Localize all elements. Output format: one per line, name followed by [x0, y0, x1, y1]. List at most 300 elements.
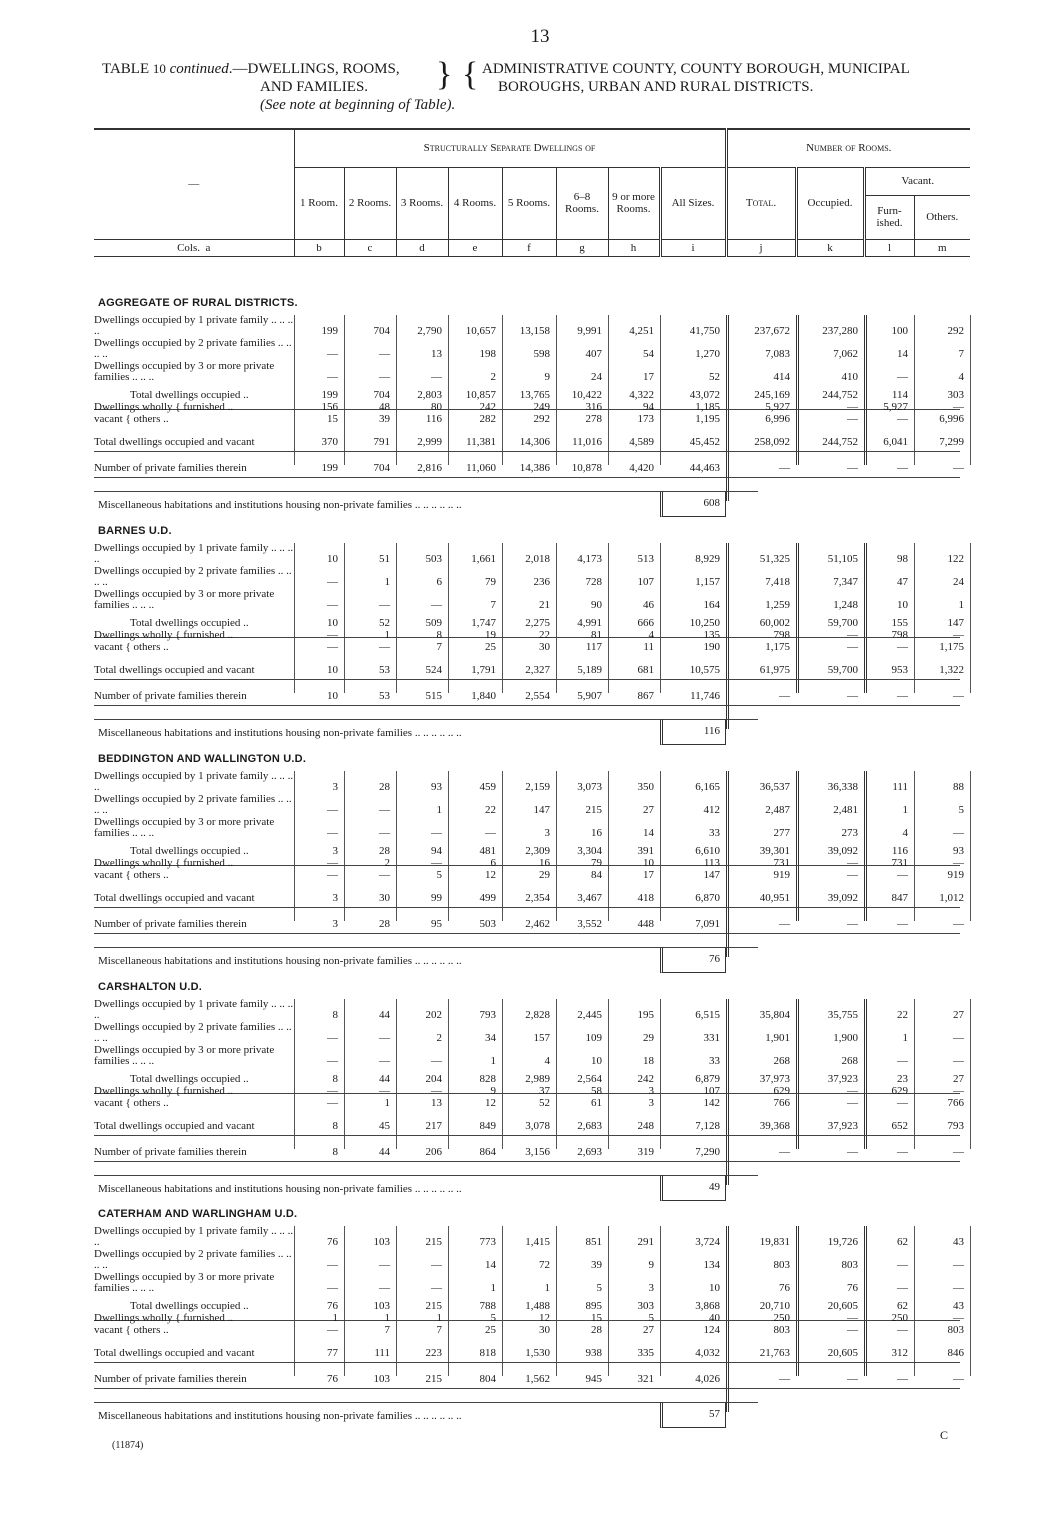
table-cell: 4	[648, 629, 654, 641]
table-cell: 124	[703, 1324, 720, 1336]
table-cell: 2,327	[525, 664, 550, 676]
table-cell: 6,610	[695, 845, 720, 857]
table-cell: 10	[591, 1055, 602, 1067]
table-cell: 6,041	[883, 436, 908, 448]
table-cell: 945	[585, 1373, 602, 1385]
table-cell: —	[847, 1146, 858, 1158]
table-cell: 629	[773, 1085, 790, 1097]
table-cell: —	[847, 629, 858, 641]
table-cell: —	[327, 1259, 338, 1271]
row-label: Total dwellings occupied and vacant	[94, 435, 255, 448]
table-cell: 847	[891, 892, 908, 904]
table-cell: 23	[897, 1073, 908, 1085]
table-cell: 22	[897, 1009, 908, 1021]
table-cell: 350	[637, 781, 654, 793]
row-rule	[94, 1161, 960, 1162]
table-row	[94, 1117, 970, 1135]
table-cell: 919	[773, 869, 790, 881]
table-cell: —	[897, 1324, 908, 1336]
row-label: Dwellings wholly { furnished ..	[94, 856, 234, 869]
table-cell: —	[897, 371, 908, 383]
table-cell: 12	[485, 869, 496, 881]
table-cell: 321	[637, 1373, 654, 1385]
table-cell: 2,999	[417, 436, 442, 448]
title-line2: AND FAMILIES.	[260, 79, 369, 95]
table-cell: 24	[953, 576, 964, 588]
table-cell: 2,803	[417, 389, 442, 401]
row-rule	[94, 1402, 758, 1403]
misc-label: Miscellaneous habitations and institutions housing non-private families .. .. .. .. .. ..	[98, 1183, 462, 1195]
table-cell: 4,322	[629, 389, 654, 401]
table-cell: 28	[379, 918, 390, 930]
table-cell: 206	[425, 1146, 442, 1158]
table-cell: 8	[436, 629, 442, 641]
table-cell: 1,175	[765, 641, 790, 653]
table-cell: 114	[891, 389, 908, 401]
table-row	[94, 413, 970, 425]
col-6-8-rooms: 6–8 Rooms.	[556, 167, 608, 239]
table-cell: 788	[479, 1300, 496, 1312]
section-title: CATERHAM AND WARLINGHAM U.D.	[98, 1208, 298, 1220]
misc-value: 116	[703, 725, 720, 737]
table-cell: 156	[321, 401, 338, 413]
table-cell: 370	[321, 436, 338, 448]
table-cell: 335	[637, 1347, 654, 1359]
table-cell: —	[327, 371, 338, 383]
table-cell: 1,488	[525, 1300, 550, 1312]
row-rule	[94, 1135, 960, 1136]
table-cell: 46	[643, 599, 654, 611]
row-label: vacant { others ..	[94, 640, 169, 653]
table-cell: 391	[637, 845, 654, 857]
table-cell: 3,724	[695, 1236, 720, 1248]
table-cell: 3,304	[577, 845, 602, 857]
table-cell: 52	[709, 371, 720, 383]
table-cell: 2,354	[525, 892, 550, 904]
column-rule	[970, 1226, 971, 1376]
table-cell: —	[897, 641, 908, 653]
table-cell: —	[327, 348, 338, 360]
row-rule	[94, 1175, 758, 1176]
table-cell: 155	[891, 617, 908, 629]
table-cell: 199	[321, 462, 338, 474]
table-row	[94, 1045, 970, 1067]
table-cell: —	[897, 1282, 908, 1294]
row-rule	[94, 947, 758, 948]
table-cell: —	[897, 1146, 908, 1158]
table-cell: 53	[379, 664, 390, 676]
table-cell: 3,868	[695, 1300, 720, 1312]
table-cell: 278	[585, 413, 602, 425]
table-cell: 7,347	[833, 576, 858, 588]
table-cell: 3,078	[525, 1120, 550, 1132]
table-cell: —	[847, 1097, 858, 1109]
table-cell: 448	[637, 918, 654, 930]
table-cell: 103	[373, 1236, 390, 1248]
row-label: Total dwellings occupied ..	[130, 1072, 249, 1085]
table-cell: —	[847, 1324, 858, 1336]
table-cell: 1	[384, 1312, 390, 1324]
table-cell: 77	[327, 1347, 338, 1359]
table-cell: 10	[897, 599, 908, 611]
table-cell: 864	[479, 1146, 496, 1158]
table-cell: 7,128	[695, 1120, 720, 1132]
table-cell: —	[847, 1085, 858, 1097]
table-cell: 37,923	[827, 1073, 858, 1085]
table-cell: 13,158	[519, 325, 550, 337]
table-cell: 242	[479, 401, 496, 413]
table-row	[94, 1300, 970, 1312]
table-cell: 28	[379, 781, 390, 793]
misc-label: Miscellaneous habitations and institutions housing non-private families .. .. .. .. .. ..	[98, 1410, 462, 1422]
table-cell: 51,105	[827, 553, 858, 565]
table-cell: 1,185	[695, 401, 720, 413]
table-cell: 851	[585, 1236, 602, 1248]
row-label: Total dwellings occupied ..	[130, 388, 249, 401]
table-cell: 303	[947, 389, 964, 401]
table-cell: 14,306	[519, 436, 550, 448]
table-cell: 2	[384, 857, 390, 869]
column-rule	[970, 543, 971, 693]
table-cell: 2,275	[525, 617, 550, 629]
table-cell: 3	[332, 845, 338, 857]
row-rule	[94, 705, 960, 706]
table-cell: —	[897, 1097, 908, 1109]
table-cell: 76	[327, 1373, 338, 1385]
table-cell: 2	[436, 1032, 442, 1044]
table-cell: 199	[321, 325, 338, 337]
table-cell: 244,752	[822, 436, 858, 448]
table-cell: —	[953, 857, 964, 869]
table-cell: 4	[902, 827, 908, 839]
table-cell: 867	[637, 690, 654, 702]
table-cell: 30	[379, 892, 390, 904]
row-rule	[94, 491, 758, 492]
table-row	[94, 361, 970, 383]
table-cell: 164	[703, 599, 720, 611]
table-cell: 5,927	[883, 401, 908, 413]
table-cell: 14	[485, 1259, 496, 1271]
table-cell: 52	[539, 1097, 550, 1109]
row-label: Dwellings occupied by 1 private family .. .. .. ..	[94, 542, 294, 565]
table-cell: —	[779, 462, 790, 474]
table-cell: —	[327, 1097, 338, 1109]
table-cell: 731	[773, 857, 790, 869]
table-cell: 303	[637, 1300, 654, 1312]
table-cell: 598	[533, 348, 550, 360]
table-cell: 1,259	[765, 599, 790, 611]
table-cell: 95	[431, 918, 442, 930]
table-cell: 3	[648, 1282, 654, 1294]
table-cell: 15	[327, 413, 338, 425]
table-cell: 7,083	[765, 348, 790, 360]
table-cell: 3	[332, 781, 338, 793]
table-cell: 7,299	[939, 436, 964, 448]
table-cell: 76	[847, 1282, 858, 1294]
row-label: Total dwellings occupied ..	[130, 1299, 249, 1312]
table-row	[94, 869, 970, 881]
table-cell: 52	[379, 617, 390, 629]
table-cell: 2,564	[577, 1073, 602, 1085]
table-cell: 215	[425, 1236, 442, 1248]
table-cell: 36,338	[827, 781, 858, 793]
row-label: Dwellings occupied by 2 private families .. .. .. ..	[94, 1021, 292, 1044]
row-label: Number of private families therein	[94, 917, 247, 930]
table-row	[94, 1370, 970, 1388]
table-row	[94, 389, 970, 401]
row-rule	[94, 907, 960, 908]
table-cell: 11	[643, 641, 654, 653]
table-cell: 6,996	[765, 413, 790, 425]
table-cell: —	[431, 1259, 442, 1271]
table-cell: 3	[332, 892, 338, 904]
table-cell: —	[431, 371, 442, 383]
table-cell: 84	[591, 869, 602, 881]
table-row	[94, 915, 970, 933]
row-label: Dwellings wholly { furnished ..	[94, 1311, 234, 1324]
table-cell: —	[327, 827, 338, 839]
table-cell: 2,462	[525, 918, 550, 930]
table-cell: —	[953, 827, 964, 839]
table-cell: 215	[585, 804, 602, 816]
row-label: Dwellings wholly { furnished ..	[94, 1084, 234, 1097]
table-cell: 2,445	[577, 1009, 602, 1021]
table-cell: 48	[379, 401, 390, 413]
table-cell: 2,309	[525, 845, 550, 857]
table-cell: 5	[490, 1312, 496, 1324]
table-cell: 13	[431, 348, 442, 360]
table-cell: 27	[953, 1073, 964, 1085]
row-label: Total dwellings occupied and vacant	[94, 891, 255, 904]
section-table	[94, 315, 970, 491]
section-table	[94, 1226, 970, 1402]
table-cell: 7,062	[833, 348, 858, 360]
table-cell: —	[897, 462, 908, 474]
table-row	[94, 459, 970, 477]
table-cell: 116	[891, 845, 908, 857]
row-rule	[94, 477, 960, 478]
table-cell: 5,189	[577, 664, 602, 676]
table-cell: 5	[648, 1312, 654, 1324]
table-cell: —	[953, 1055, 964, 1067]
table-row	[94, 1143, 970, 1161]
table-row	[94, 1249, 970, 1271]
table-cell: 2,790	[417, 325, 442, 337]
row-label: Dwellings occupied by 2 private families .. .. .. ..	[94, 337, 292, 360]
row-label: vacant { others ..	[94, 1323, 169, 1336]
table-cell: 1,747	[471, 617, 496, 629]
table-cell: —	[847, 1312, 858, 1324]
table-cell: —	[953, 690, 964, 702]
table-cell: 728	[585, 576, 602, 588]
row-label: Dwellings occupied by 2 private families .. .. .. ..	[94, 793, 292, 816]
table-cell: 195	[637, 1009, 654, 1021]
table-cell: 17	[643, 371, 654, 383]
table-cell: 33	[709, 827, 720, 839]
table-cell: 76	[779, 1282, 790, 1294]
table-cell: 2,989	[525, 1073, 550, 1085]
table-cell: 1,791	[471, 664, 496, 676]
table-cell: 414	[773, 371, 790, 383]
table-cell: 237,672	[754, 325, 790, 337]
table-cell: 20,710	[759, 1300, 790, 1312]
table-cell: 242	[637, 1073, 654, 1085]
table-row	[94, 401, 970, 413]
table-cell: —	[379, 1055, 390, 1067]
table-cell: 12	[485, 1097, 496, 1109]
table-cell: —	[897, 1259, 908, 1271]
table-cell: 20,605	[827, 1300, 858, 1312]
table-cell: 7	[958, 348, 964, 360]
table-cell: 1,900	[833, 1032, 858, 1044]
table-cell: —	[953, 1259, 964, 1271]
table-cell: 54	[643, 348, 654, 360]
table-cell: —	[897, 690, 908, 702]
table-cell: —	[379, 1259, 390, 1271]
table-cell: 804	[479, 1373, 496, 1385]
table-cell: 30	[539, 641, 550, 653]
table-cell: 25	[485, 1324, 496, 1336]
table-cell: 109	[585, 1032, 602, 1044]
row-label: Dwellings occupied by 1 private family .. .. .. ..	[94, 998, 294, 1021]
table-cell: —	[327, 804, 338, 816]
row-label: Dwellings occupied by 1 private family .. .. .. ..	[94, 770, 294, 793]
table-cell: —	[379, 371, 390, 383]
table-cell: 1,661	[471, 553, 496, 565]
table-cell: —	[847, 918, 858, 930]
table-cell: 524	[425, 664, 442, 676]
table-cell: 7,290	[695, 1146, 720, 1158]
table-cell: 681	[637, 664, 654, 676]
table-cell: 4,026	[695, 1373, 720, 1385]
table-cell: —	[379, 804, 390, 816]
table-cell: 6,870	[695, 892, 720, 904]
table-cell: 22	[485, 804, 496, 816]
table-row	[94, 566, 970, 588]
table-cell: 18	[643, 1055, 654, 1067]
table-cell: 273	[841, 827, 858, 839]
table-cell: 268	[773, 1055, 790, 1067]
table-cell: 2	[490, 371, 496, 383]
table-cell: 27	[643, 1324, 654, 1336]
column-rule	[970, 771, 971, 921]
table-cell: 803	[947, 1324, 964, 1336]
table-cell: 412	[703, 804, 720, 816]
table-cell: 4	[958, 371, 964, 383]
table-cell: 1,157	[695, 576, 720, 588]
table-cell: 147	[533, 804, 550, 816]
table-cell: 107	[637, 576, 654, 588]
table-cell: 39	[591, 1259, 602, 1271]
table-cell: 76	[327, 1300, 338, 1312]
col-5-rooms: 5 Rooms.	[502, 167, 556, 239]
table-row	[94, 641, 970, 653]
table-cell: 44	[379, 1009, 390, 1021]
table-row	[94, 857, 970, 869]
table-cell: 10	[709, 1282, 720, 1294]
table-cell: 81	[591, 629, 602, 641]
table-cell: 37,973	[759, 1073, 790, 1085]
table-cell: 51	[379, 553, 390, 565]
table-cell: 98	[897, 553, 908, 565]
table-cell: —	[897, 413, 908, 425]
table-cell: —	[379, 641, 390, 653]
col-4-rooms: 4 Rooms.	[448, 167, 502, 239]
table-cell: 6,165	[695, 781, 720, 793]
table-cell: —	[847, 857, 858, 869]
table-cell: 666	[637, 617, 654, 629]
table-cell: 72	[539, 1259, 550, 1271]
table-cell: 1	[958, 599, 964, 611]
table-cell: —	[953, 401, 964, 413]
table-row	[94, 315, 970, 337]
row-label: vacant { others ..	[94, 1096, 169, 1109]
table-cell: 202	[425, 1009, 442, 1021]
table-cell: 59,700	[827, 617, 858, 629]
table-cell: 39,301	[759, 845, 790, 857]
col-occupied: Occupied.	[796, 167, 864, 239]
col-furnished: Furn-ished.	[864, 195, 914, 239]
misc-label: Miscellaneous habitations and institutions housing non-private families .. .. .. .. .. ..	[98, 499, 462, 511]
table-cell: 24	[591, 371, 602, 383]
table-cell: 61	[591, 1097, 602, 1109]
row-label: Dwellings wholly { furnished ..	[94, 400, 234, 413]
table-cell: 292	[533, 413, 550, 425]
left-brace-icon: {	[462, 56, 479, 93]
table-cell: 652	[891, 1120, 908, 1132]
col-1-room: 1 Room.	[294, 167, 344, 239]
table-row	[94, 1073, 970, 1085]
table-cell: 237,280	[822, 325, 858, 337]
table-cell: 1	[332, 1312, 338, 1324]
table-cell: 953	[891, 664, 908, 676]
section-title: BARNES U.D.	[98, 525, 172, 537]
table-row	[94, 1097, 970, 1109]
table-cell: 28	[591, 1324, 602, 1336]
table-cell: 88	[953, 781, 964, 793]
table-cell: 1	[436, 1312, 442, 1324]
table-cell: 5	[436, 869, 442, 881]
table-cell: 6,515	[695, 1009, 720, 1021]
table-cell: —	[431, 1085, 442, 1097]
table-cell: 4,991	[577, 617, 602, 629]
table-cell: 8	[332, 1009, 338, 1021]
table-cell: 704	[373, 389, 390, 401]
table-cell: 44	[379, 1146, 390, 1158]
table-cell: 277	[773, 827, 790, 839]
table-cell: —	[327, 641, 338, 653]
table-cell: 4,251	[629, 325, 654, 337]
table-cell: 111	[374, 1347, 390, 1359]
table-cell: 828	[479, 1073, 496, 1085]
table-row	[94, 617, 970, 629]
table-cell: 6	[436, 576, 442, 588]
table-cell: 1,840	[471, 690, 496, 702]
table-cell: 798	[773, 629, 790, 641]
table-cell: 418	[637, 892, 654, 904]
table-cell: 79	[485, 576, 496, 588]
table-cell: 6,879	[695, 1073, 720, 1085]
table-cell: 509	[425, 617, 442, 629]
row-rule	[94, 1362, 960, 1363]
table-cell: 5,927	[765, 401, 790, 413]
table-cell: 157	[533, 1032, 550, 1044]
table-cell: 44,463	[689, 462, 720, 474]
table-cell: —	[327, 857, 338, 869]
section-table	[94, 543, 970, 719]
column-header: — Structurally Separate Dwellings of Number of Rooms. 1 Room. 2 Rooms. 3 Rooms. 4 Rooms. 5 Rooms. 6–8 Rooms. 9 or more Rooms. All Sizes. Total. Occupied. Vacant. Furn-ished. Others. Cols. a b c d e f g h i j k l m	[94, 128, 970, 257]
row-label: vacant { others ..	[94, 868, 169, 881]
